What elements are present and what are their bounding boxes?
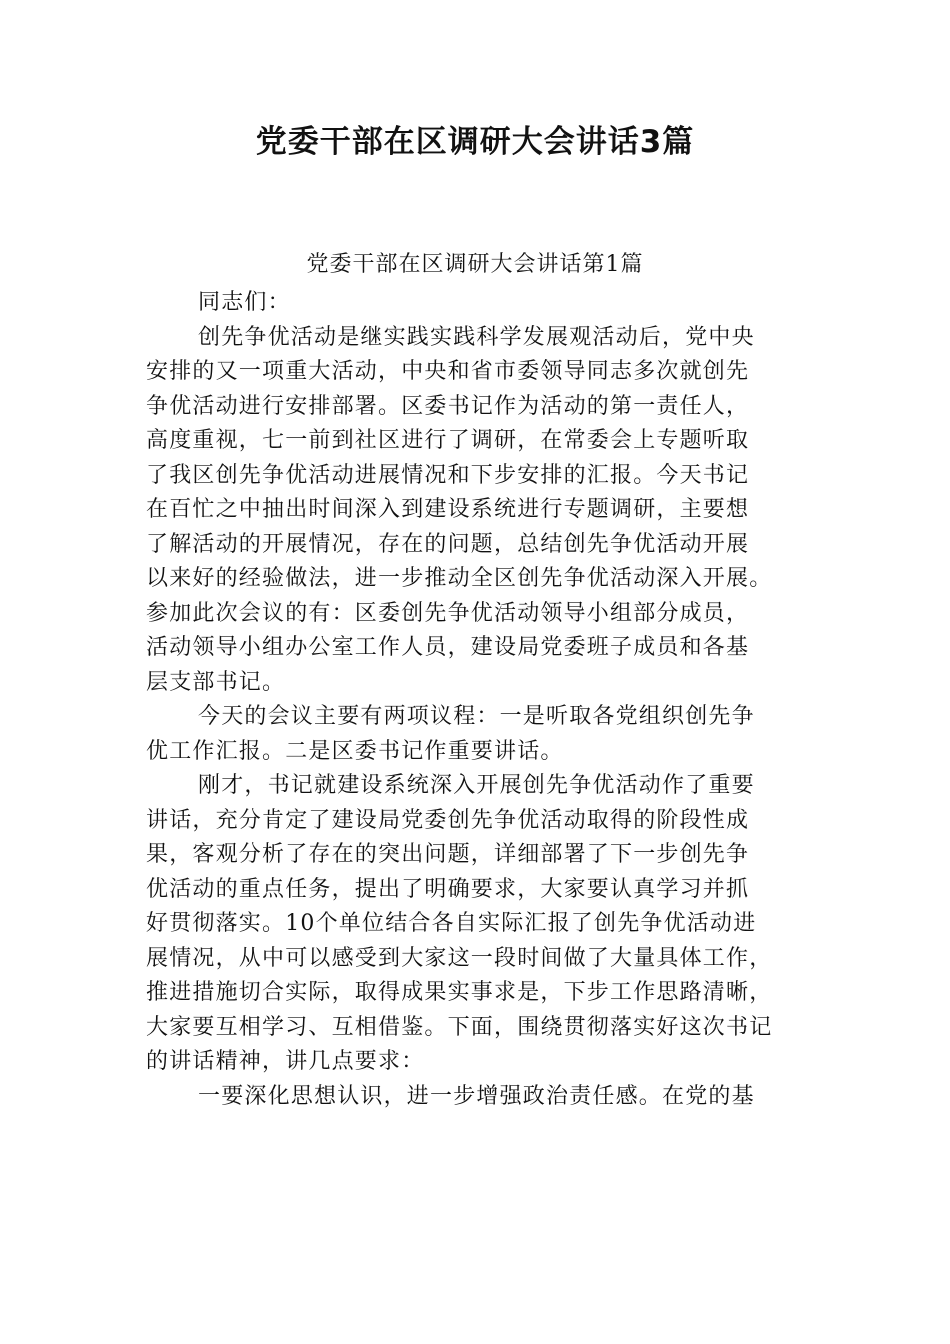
body-line: 以来好的经验做法，进一步推动全区创先争优活动深入开展。 [146, 566, 773, 591]
body-line: 层支部书记。 [146, 669, 286, 695]
body-line: 好贯彻落实。10个单位结合各自实际汇报了创先争优活动进 [146, 911, 757, 936]
body-line: 了解活动的开展情况，存在的问题，总结创先争优活动开展 [146, 531, 750, 557]
body-line: 展情况，从中可以感受到大家这一段时间做了大量具体工作， [146, 945, 773, 971]
body-line: 讲话，充分肯定了建设局党委创先争优活动取得的阶段性成 [146, 807, 750, 833]
body-line: 刚才，书记就建设系统深入开展创先争优活动作了重要 [198, 773, 755, 798]
document-title: 党委干部在区调研大会讲话3篇 [255, 124, 695, 160]
body-line: 了我区创先争优活动进展情况和下步安排的汇报。今天书记 [146, 462, 750, 488]
body-line: 在百忙之中抽出时间深入到建设系统进行专题调研，主要想 [146, 497, 750, 522]
body-line: 参加此次会议的有：区委创先争优活动领导小组部分成员， [146, 600, 750, 626]
section-title: 党委干部在区调研大会讲话第1篇 [306, 252, 644, 277]
body-line: 争优活动进行安排部署。区委书记作为活动的第一责任人， [146, 393, 750, 419]
document-body [146, 286, 826, 1114]
body-line: 大家要互相学习、互相借鉴。下面，围绕贯彻落实好这次书记 [146, 1014, 773, 1040]
body-line: 安排的又一项重大活动，中央和省市委领导同志多次就创先 [146, 359, 750, 384]
body-line: 今天的会议主要有两项议程：一是听取各党组织创先争 [198, 704, 755, 729]
body-line: 活动领导小组办公室工作人员，建设局党委班子成员和各基 [146, 635, 750, 660]
body-line: 果，客观分析了存在的突出问题，详细部署了下一步创先争 [146, 842, 750, 867]
body-line: 创先争优活动是继实践实践科学发展观活动后，党中央 [198, 324, 755, 350]
body-line: 一要深化思想认识，进一步增强政治责任感。在党的基 [198, 1083, 755, 1109]
body-line: 优工作汇报。二是区委书记作重要讲话。 [146, 738, 564, 764]
body-line: 高度重视，七一前到社区进行了调研，在常委会上专题听取 [146, 428, 750, 453]
body-line: 推进措施切合实际，取得成果实事求是，下步工作思路清晰， [146, 980, 773, 1005]
body-line: 优活动的重点任务，提出了明确要求，大家要认真学习并抓 [146, 876, 750, 902]
body-line: 同志们： [198, 290, 291, 315]
body-line: 的讲话精神，讲几点要求： [146, 1049, 425, 1074]
